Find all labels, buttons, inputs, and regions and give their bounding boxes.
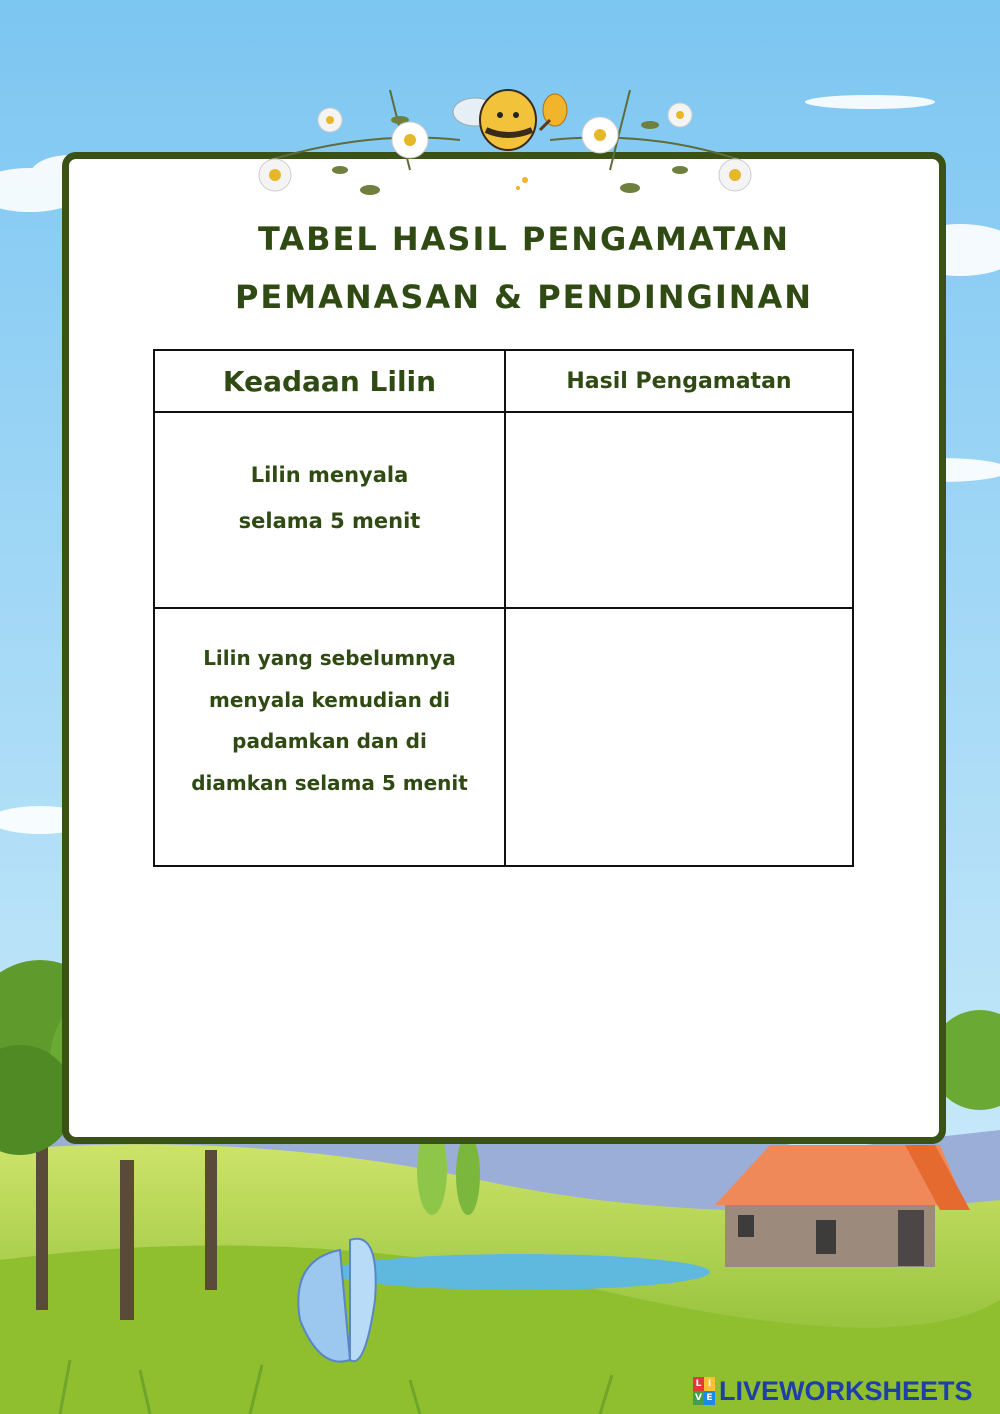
- result-cell[interactable]: [505, 608, 853, 866]
- observation-table: [153, 349, 854, 867]
- logo-letter: E: [704, 1391, 715, 1405]
- worksheet-title-line2: PEMANASAN & PENDINGINAN: [234, 278, 814, 316]
- logo-letter: L: [693, 1377, 704, 1391]
- liveworksheets-wordmark: LIVEWORKSHEETS: [719, 1375, 973, 1406]
- floral-garland: [250, 70, 760, 210]
- table-row: [154, 412, 853, 608]
- house-icon: [715, 1145, 970, 1267]
- header-keadaan-lilin: Keadaan Lilin: [154, 350, 505, 412]
- table-header-row: [154, 350, 853, 412]
- result-cell[interactable]: [505, 412, 853, 608]
- condition-line: menyala kemudian di: [209, 687, 450, 712]
- condition-line: padamkan dan di: [232, 729, 427, 753]
- condition-line: selama 5 menit: [238, 509, 421, 533]
- condition-line: Lilin yang sebelumnya: [203, 646, 456, 670]
- liveworksheets-brand[interactable]: [693, 1374, 973, 1408]
- liveworksheets-logo-icon: [693, 1377, 715, 1405]
- condition-line: Lilin menyala: [250, 463, 409, 487]
- condition-line: diamkan selama 5 menit: [191, 770, 468, 795]
- condition-cell: [154, 412, 505, 608]
- table-row: [154, 608, 853, 866]
- logo-letter: I: [704, 1377, 715, 1391]
- bee-icon: [453, 90, 567, 190]
- condition-cell: [154, 608, 505, 866]
- logo-letter: V: [693, 1391, 704, 1405]
- worksheet-title-line1: TABEL HASIL PENGAMATAN: [257, 220, 791, 258]
- header-hasil-pengamatan: Hasil Pengamatan: [505, 350, 853, 412]
